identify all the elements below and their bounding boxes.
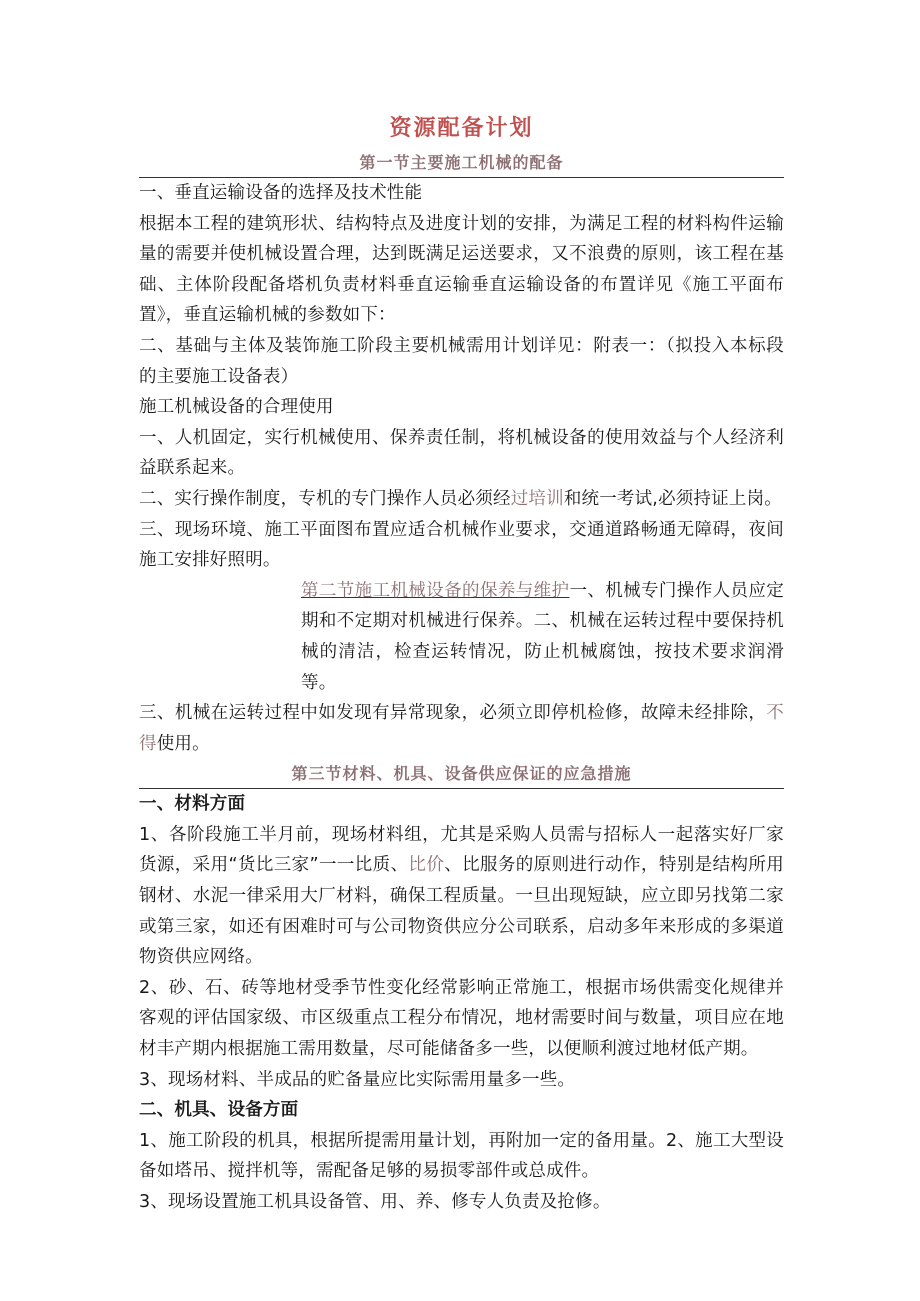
paragraph-6-part-a: 二、实行操作制度，专机的专门操作人员必须经 (139, 488, 511, 509)
paragraph-1-part-a: 1、各阶段施工半月前，现场材料组，尤其是采购人员需与招标人一起落实好厂家货源，采用“货比三家”一一比质、 (139, 824, 784, 876)
section-1-paragraph-7: 三、现场环境、施工平面图布置应适合机械作业要求，交通道路畅通无障碍，夜间施工安排好照明。 (139, 519, 784, 571)
section-3-paragraph-1 (139, 820, 784, 973)
section-1-heading: 第一节主要施工机械的配备 (139, 148, 784, 178)
section-3-paragraph-4: 1、施工阶段的机具，根据所提需用量计划，再附加一定的备用量。2、施工大型设备如塔吊、搅拌机等，需配备足够的易损零部件或总成件。 (139, 1130, 784, 1182)
section-2-paragraph-2 (139, 698, 784, 759)
section-3-subheading-equipment: 二、机具、设备方面 (139, 1100, 299, 1121)
section-1-paragraph-1: 一、垂直运输设备的选择及技术性能 (139, 183, 423, 203)
paragraph-1-part-c: 、比服务的原则进行动作，特别是结构所用钢材、水泥一律采用大厂材料，确保工程质量。一旦出现短缺，应立即另找第二家或第三家，如还有困难时可与公司物资供应分公司联系，启动多年来形成的多渠道物资供应网络。 (139, 855, 784, 968)
paragraph-2-part-c: 使用。 (156, 733, 210, 754)
section-3-subheading-materials: 一、材料方面 (139, 794, 246, 815)
paragraph-6-part-c: 和统一考试,必须持证上岗。 (563, 488, 782, 509)
section-3-heading: 第三节材料、机具、设备供应保证的应急措施 (139, 759, 784, 789)
section-2-heading: 第二节施工机械设备的保养与维护 (301, 580, 570, 601)
section-1-paragraph-3: 二、基础与主体及装饰施工阶段主要机械需用计划详见：附表一：（拟投入本标段的主要施工设备表） (139, 335, 784, 387)
section-2-block (139, 576, 784, 698)
highlight-not-allowed: 不得 (139, 703, 784, 754)
section-3-paragraph-3: 3、现场材料、半成品的贮备量应比实际需用量多一些。 (139, 1069, 576, 1090)
section-1-paragraph-2: 根据本工程的建筑形状、结构特点及进度计划的安排，为满足工程的材料构件运输量的需要并使机械设置合理，达到既满足运送要求，又不浪费的原则，该工程在基础、主体阶段配备塔机负责材料垂直运输垂直运输设备的布置详见《施工平面布置》，垂直运输机械的参数如下： (139, 213, 784, 326)
section-3-paragraph-2: 2、砂、石、砖等地材受季节性变化经常影响正常施工，根据市场供需变化规律并客观的评估国家级、市区级重点工程分布情况，地材需要时间与数量，项目应在地材丰产期内根据施工需用数量，尽可能储备多一些，以便顺利渡过地材低产期。 (139, 977, 784, 1060)
section-2-paragraph-1: 一、机械专门操作人员应定期和不定期对机械进行保养。二、机械在运转过程中要保持机械的清洁，检查运转情况，防止机械腐蚀，按技术要求润滑等。 (301, 580, 784, 693)
paragraph-2-part-a: 三、机械在运转过程中如发现有异常现象，必须立即停机检修，故障未经排除， (139, 703, 767, 724)
section-1-paragraph-6 (139, 484, 784, 515)
section-1-paragraph-5: 一、人机固定，实行机械使用、保养责任制，将机械设备的使用效益与个人经济利益联系起来。 (139, 427, 784, 479)
page-title: 资源配备计划 (389, 115, 534, 141)
section-3-paragraph-5: 3、现场设置施工机具设备管、用、养、修专人负责及抢修。 (139, 1192, 611, 1212)
section-1-paragraph-4: 施工机械设备的合理使用 (139, 397, 334, 418)
document-page (139, 108, 784, 1218)
highlight-training: 过培训 (510, 488, 564, 509)
highlight-compare-price: 比价 (408, 855, 445, 876)
